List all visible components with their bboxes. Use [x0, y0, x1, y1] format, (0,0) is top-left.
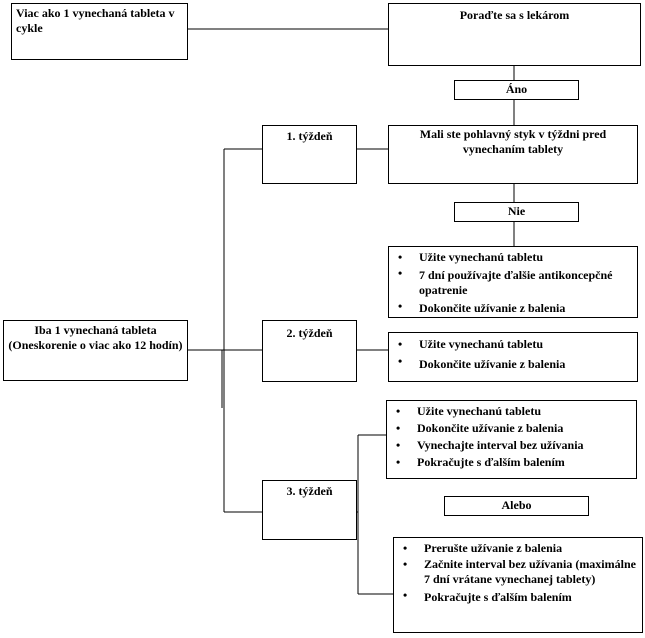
week1-action-item: • 7 dní používajte ďalšie antikoncepčné opatrenie	[389, 266, 637, 299]
week3-option-a-list	[387, 403, 636, 471]
box-only-one	[3, 320, 188, 381]
week3-option-b-item: • Prerušte užívanie z balenia	[394, 541, 642, 557]
week3-option-b-item: • Začnite interval bez užívania (maximálne 7 dní vrátane vynechanej tablety)	[394, 557, 642, 588]
box-week3-option-b	[393, 537, 643, 633]
week3-option-a-item: • Dokončite užívanie z balenia	[387, 420, 636, 437]
week2-action-item: • Dokončite užívanie z balenia	[389, 353, 637, 373]
box-more-than-one-text: Viac ako 1 vynechaná tableta v cykle	[16, 6, 175, 35]
box-or	[444, 496, 589, 516]
box-week2-actions	[388, 332, 638, 382]
box-had-intercourse-text: Mali ste pohlavný styk v týždni pred vynechaním tablety	[419, 127, 607, 156]
box-no	[454, 202, 579, 222]
week1-action-item: • Užite vynechanú tabletu	[389, 250, 637, 266]
week3-option-a-item: • Vynechajte interval bez užívania	[387, 437, 636, 454]
box-consult-doctor	[388, 3, 641, 66]
week3-option-a-item: • Pokračujte s ďalším balením	[387, 454, 636, 471]
week3-option-b-list	[394, 541, 642, 605]
box-yes	[454, 80, 579, 100]
box-only-one-text: Iba 1 vynechaná tableta (Oneskorenie o viac ako 12 hodín)	[8, 323, 183, 352]
box-yes-text: Áno	[505, 82, 528, 96]
week2-actions-list	[389, 336, 637, 373]
week1-actions-list	[389, 250, 637, 316]
box-consult-doctor-text: Poraďte sa s lekárom	[459, 8, 570, 22]
box-week1	[262, 125, 357, 184]
box-week3	[262, 480, 357, 540]
box-more-than-one	[11, 3, 188, 60]
week3-option-a-item: • Užite vynechanú tabletu	[387, 403, 636, 420]
week3-option-b-item: • Pokračujte s ďalším balením	[394, 588, 642, 606]
box-week1-text: 1. týždeň	[286, 129, 333, 143]
box-had-intercourse	[388, 125, 638, 184]
box-week2-text: 2. týždeň	[286, 326, 333, 340]
box-week1-actions	[388, 246, 638, 318]
box-no-text: Nie	[507, 204, 526, 218]
box-week3-option-a	[386, 400, 637, 479]
week2-action-item: • Užite vynechanú tabletu	[389, 336, 637, 353]
week1-action-item: • Dokončite užívanie z balenia	[389, 299, 637, 317]
box-or-text: Alebo	[501, 498, 532, 512]
box-week2	[262, 320, 357, 382]
box-week3-text: 3. týždeň	[286, 484, 333, 498]
